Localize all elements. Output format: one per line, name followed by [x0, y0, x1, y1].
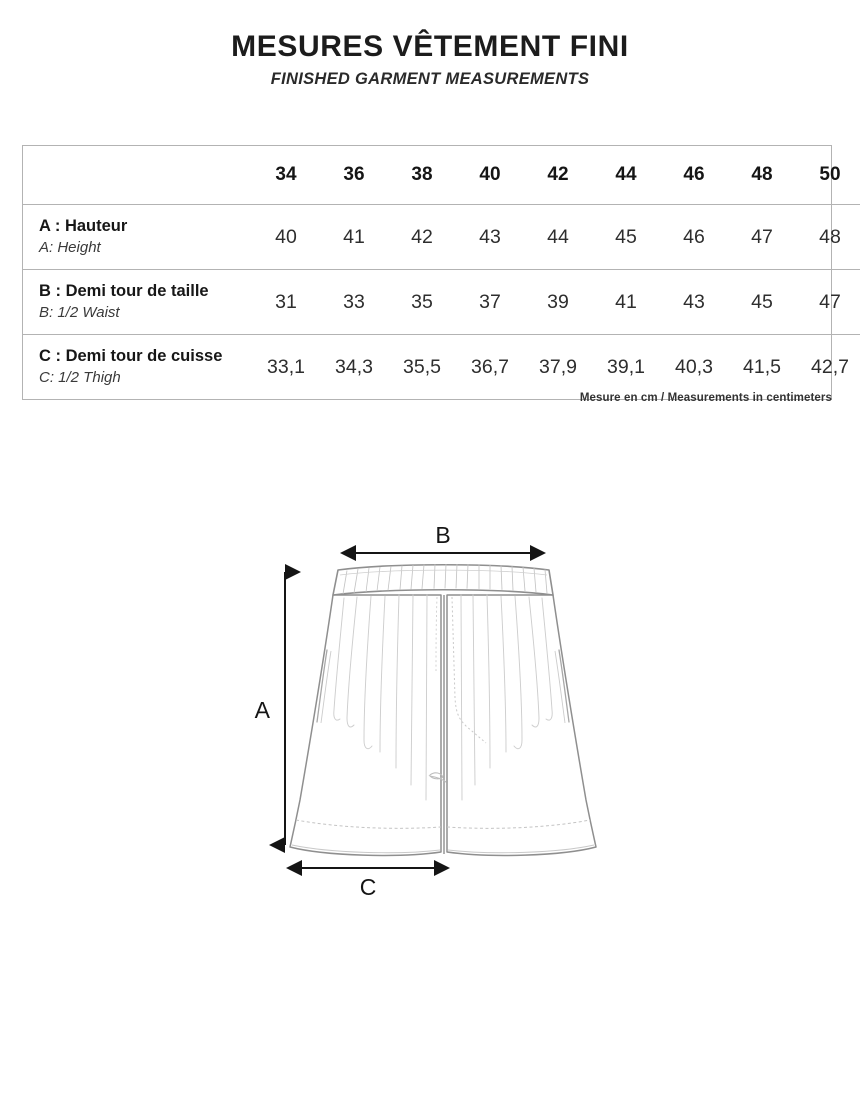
size-header-6: 46 [660, 146, 728, 205]
cell-c-40: 36,7 [471, 355, 509, 378]
measurement-label-a-en: A: Height [39, 239, 101, 257]
cell-c-50: 42,7 [811, 355, 849, 378]
size-header-7: 48 [728, 146, 796, 205]
size-header-1: 36 [320, 146, 388, 205]
measurement-label-b [23, 270, 252, 335]
page-subtitle: FINISHED GARMENT MEASUREMENTS [270, 69, 590, 88]
cell-a-46: 46 [660, 205, 728, 270]
cell-c-46: 40,3 [675, 355, 713, 378]
size-header-5: 44 [592, 146, 660, 205]
size-header-2: 38 [388, 146, 456, 205]
size-header-3: 40 [456, 146, 524, 205]
garment-diagram [0, 500, 860, 940]
cell-b-44: 41 [592, 270, 660, 335]
cell-b-48: 45 [728, 270, 796, 335]
measurement-unit-note: Mesure en cm / Measurements in centimeters [579, 392, 832, 404]
cell-c-48: 41,5 [743, 355, 781, 378]
cell-b-40: 37 [456, 270, 524, 335]
dimension-c [302, 868, 434, 900]
cell-b-42: 39 [524, 270, 592, 335]
cell-b-36: 33 [320, 270, 388, 335]
cell-c-44: 39,1 [607, 355, 645, 378]
left-leg-panel [290, 595, 441, 855]
measurement-label-b-fr: B : Demi tour de taille [39, 282, 209, 301]
cell-c-38: 35,5 [403, 355, 441, 378]
measurement-label-b-en: B: 1/2 Waist [39, 304, 120, 322]
cell-c-34: 33,1 [267, 355, 305, 378]
cell-a-38: 42 [388, 205, 456, 270]
measurement-label-c-en: C: 1/2 Thigh [39, 369, 121, 387]
dimension-b-label: B [435, 522, 451, 548]
dimension-a [255, 572, 285, 845]
cell-a-44: 45 [592, 205, 660, 270]
shorts-flat-sketch [290, 564, 596, 855]
size-header-8: 50 [796, 146, 860, 205]
cell-b-34: 31 [252, 270, 320, 335]
page-header [0, 30, 860, 89]
cell-a-34: 40 [252, 205, 320, 270]
page-title: MESURES VÊTEMENT FINI [231, 30, 629, 63]
cell-c-36: 34,3 [335, 355, 373, 378]
table-header-row [23, 146, 860, 205]
cell-b-38: 35 [388, 270, 456, 335]
cell-a-50: 48 [796, 205, 860, 270]
size-header-0: 34 [252, 146, 320, 205]
dimension-b [356, 522, 530, 553]
measurement-label-a-fr: A : Hauteur [39, 217, 128, 236]
measurement-label-c [23, 335, 252, 400]
cell-c-42: 37,9 [539, 355, 577, 378]
measurement-label-c-fr: C : Demi tour de cuisse [39, 347, 223, 366]
measurements-table-container [22, 145, 849, 400]
dimension-c-label: C [359, 874, 377, 900]
cell-b-50: 47 [796, 270, 860, 335]
dimension-a-label: A [254, 697, 270, 723]
cell-a-42: 44 [524, 205, 592, 270]
size-header-4: 42 [524, 146, 592, 205]
table-row [23, 335, 860, 400]
cell-b-46: 43 [660, 270, 728, 335]
cell-a-40: 43 [456, 205, 524, 270]
table-corner-cell [23, 146, 252, 205]
table-row [23, 205, 860, 270]
cell-a-48: 47 [728, 205, 796, 270]
measurements-table [23, 146, 860, 399]
table-row [23, 270, 860, 335]
measurement-label-a [23, 205, 252, 270]
cell-a-36: 41 [320, 205, 388, 270]
